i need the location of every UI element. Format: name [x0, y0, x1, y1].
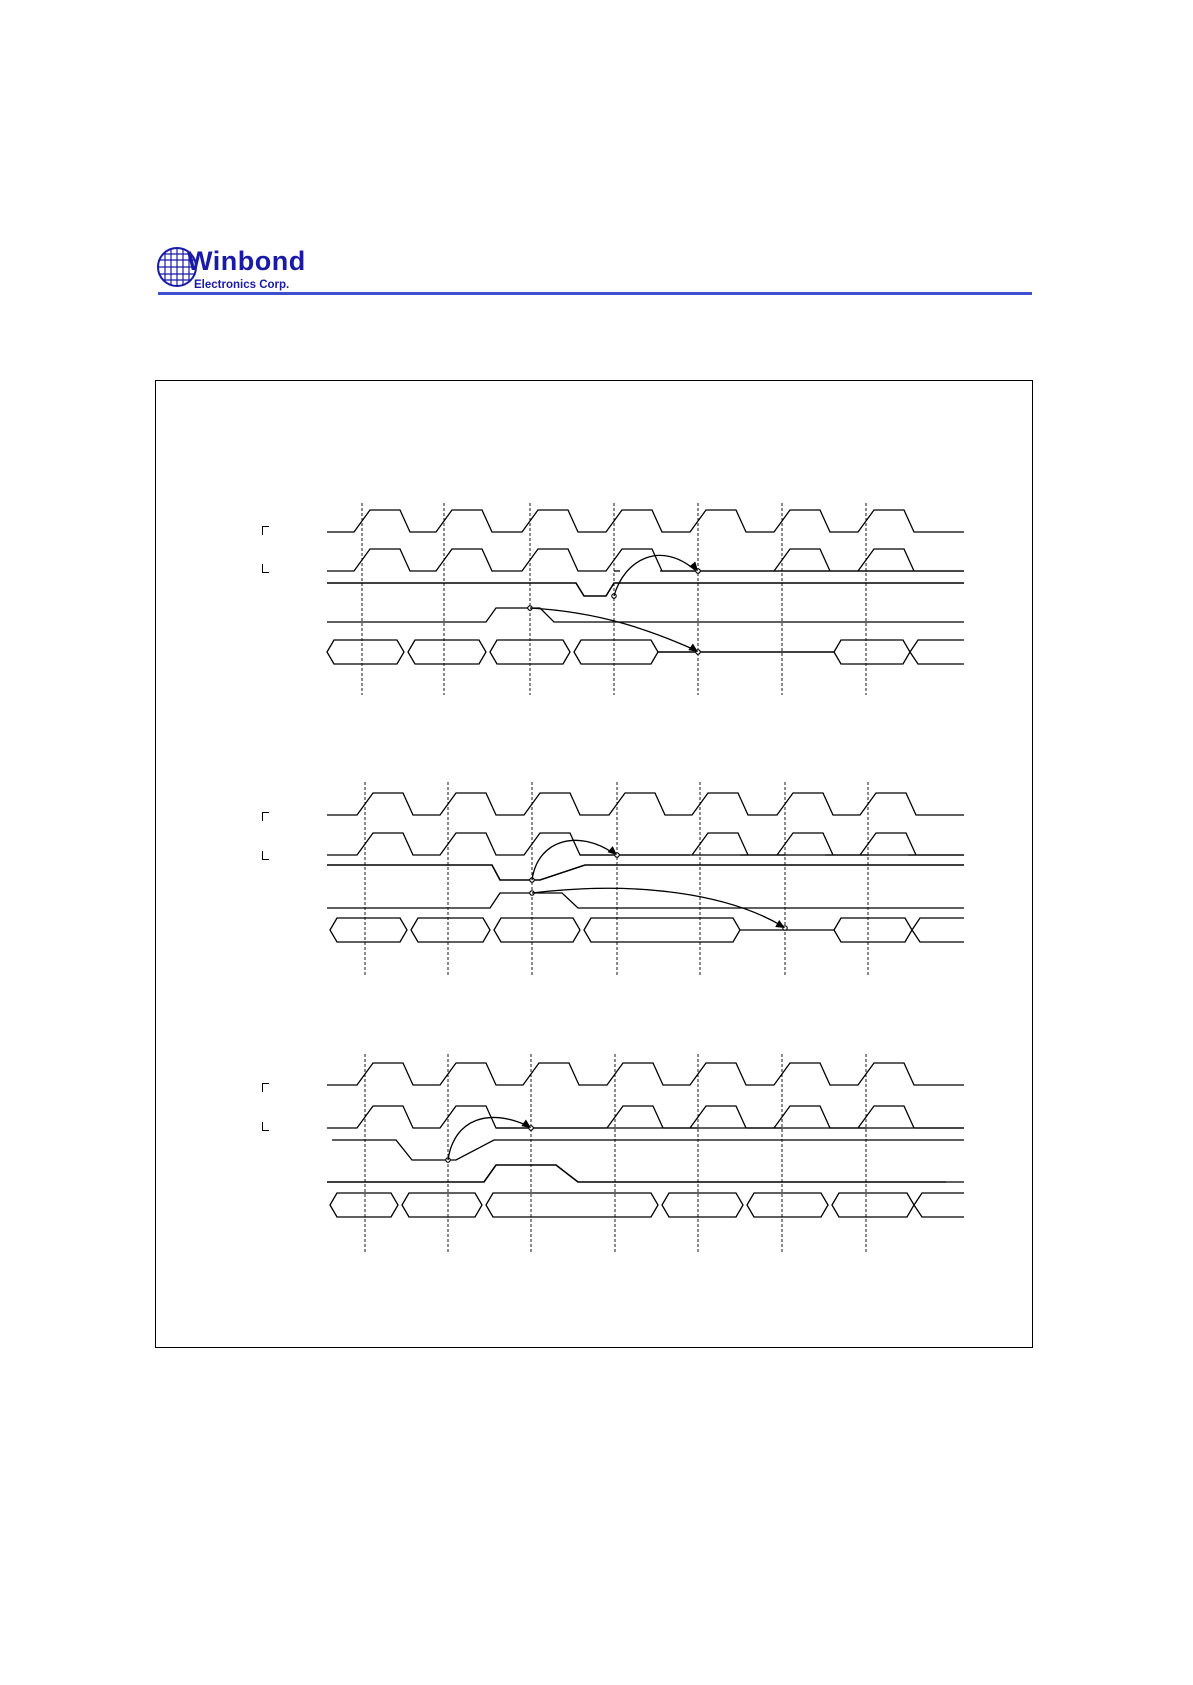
bus-data-cell — [584, 918, 740, 942]
clock-pulse — [858, 549, 914, 571]
control-signal — [327, 1165, 946, 1182]
bus-data-cell — [912, 918, 964, 942]
bus-data-cell — [914, 1193, 964, 1217]
brand-mark: W — [187, 246, 213, 276]
bus-data-cell — [832, 1193, 914, 1217]
clock-signal — [327, 793, 964, 815]
bus-data-cell — [408, 640, 486, 664]
clock-signal — [327, 1063, 964, 1085]
bus-data-cell — [747, 1193, 828, 1217]
causality-arrow — [448, 1117, 528, 1160]
bus-data-cell — [411, 918, 490, 942]
control-signal — [327, 608, 964, 622]
causality-arrow — [530, 608, 695, 650]
bus-data-cell — [494, 918, 580, 942]
arrow-head — [775, 920, 785, 928]
causality-arrow — [614, 555, 695, 596]
bus-data-cell — [910, 640, 964, 664]
bus-data-cell — [834, 640, 910, 664]
clock-pulse — [774, 549, 830, 571]
causality-arrow — [532, 840, 613, 880]
bus-data-cell — [327, 640, 404, 664]
clock-pulse — [692, 833, 748, 855]
clock-signal-gated — [327, 1106, 964, 1128]
bus-data-cell — [662, 1193, 743, 1217]
clock-pulse — [860, 833, 916, 855]
bus-data-cell — [330, 1193, 398, 1217]
bus-data-cell — [574, 640, 658, 664]
control-signal — [327, 893, 964, 908]
brand-name-rest: inbond — [212, 246, 306, 276]
control-signal — [332, 1140, 964, 1160]
bus-data-cell — [402, 1193, 482, 1217]
clock-pulse — [777, 833, 833, 855]
bus-data-cell — [834, 918, 912, 942]
bus-data-cell — [486, 1193, 658, 1217]
control-signal — [327, 583, 964, 596]
clock-signal — [327, 510, 964, 532]
brand-subtitle: Electronics Corp. — [194, 279, 290, 291]
bus-data-cell — [330, 918, 407, 942]
clock-signal-gated — [327, 549, 964, 571]
causality-arrow — [532, 888, 782, 926]
